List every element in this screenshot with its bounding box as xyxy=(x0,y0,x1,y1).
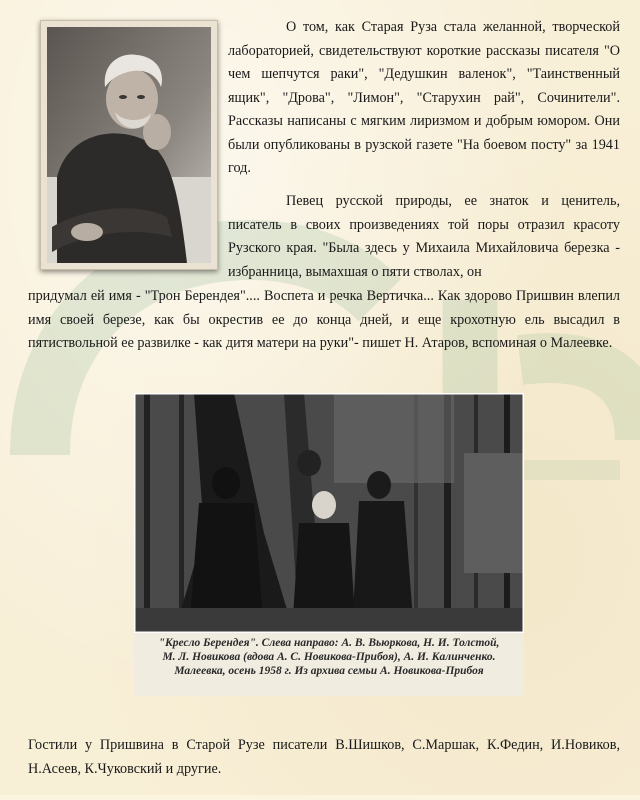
portrait-photo xyxy=(40,20,218,270)
caption-line-3: Малеевка, осень 1958 г. Из архива семьи А. Новикова-Прибоя xyxy=(174,665,484,677)
photo-caption xyxy=(134,633,524,696)
paragraph-nature-top: Певец русской природы, ее знаток и ценитель, писатель в своих произведениях той поры отразил красоту Рузского края. "Была здесь у Михаила Михайловича березка - избранница, вымахшая о пяти стволах, он xyxy=(228,193,620,280)
paragraph-guests: Гостили у Пришвина в Старой Рузе писатели В.Шишков, С.Маршак, К.Федин, И.Новиков, Н.Асеев, К.Чуковский и другие. xyxy=(28,737,620,777)
portrait-image xyxy=(47,27,211,263)
caption-line-1: "Кресло Берендея". Слева направо: А. В. Вьюркова, Н. И. Толстой, xyxy=(158,637,500,649)
caption-line-2: М. Л. Новикова (вдова А. С. Новикова-Прибоя), А. И. Калинченко. xyxy=(162,651,496,663)
group-photo-image xyxy=(134,393,524,633)
paragraph-nature-continued: придумал ей имя - "Трон Берендея".... Воспета и речка Вертичка... Как здорово Пришвин влепил имя своей березе, как бы окрестив ее до конца дней, и еще крохотную ель высадил в пятиствольной ее развилке - как дитя матери на руки"- пишет Н. Атаров, вспоминая о Малеевке. xyxy=(28,288,620,351)
group-photo xyxy=(134,393,524,633)
paragraph-intro: О том, как Старая Руза стала желанной, творческой лабораторией, свидетельствуют короткие рассказы писателя "О чем шепчутся раки", "Дедушкин валенок", "Таинственный ящик", "Дрова", "Лимон", "Старухин рай", Сочинители". Рассказы написаны с мягким лиризмом и добрым юмором. Они были опубликованы в рузской газете "На боевом посту" за 1941 год. xyxy=(228,19,620,176)
